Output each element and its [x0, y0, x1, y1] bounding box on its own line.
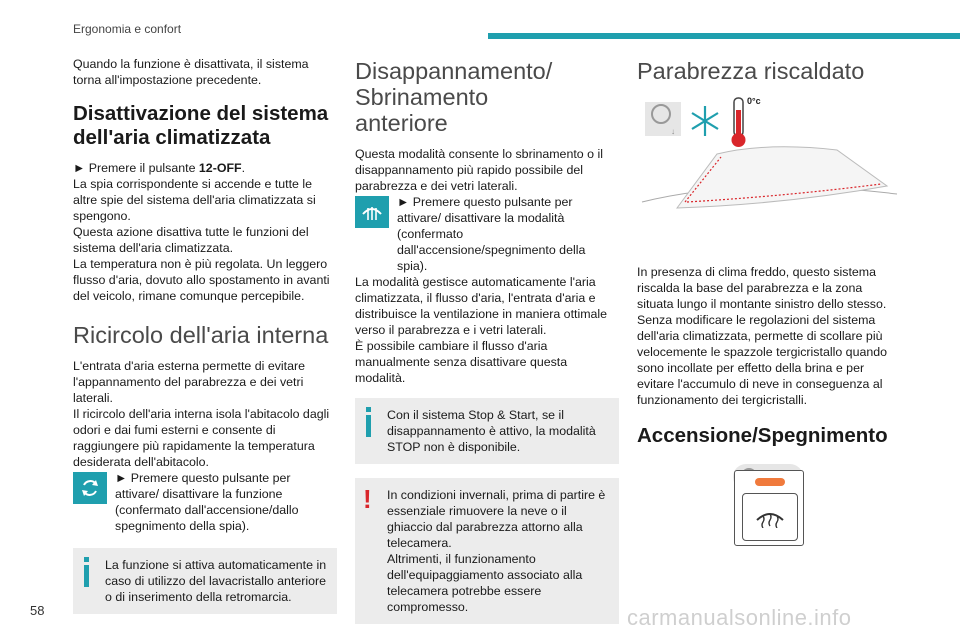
step-suffix: .	[241, 161, 246, 175]
step-prefix: ► Premere il pulsante	[73, 161, 199, 175]
stop-start-info-note	[355, 398, 619, 464]
info-icon	[365, 407, 373, 437]
button-face	[742, 493, 798, 541]
recirculation-step	[73, 470, 337, 534]
deactivation-heading: Disattivazione del sistema dell'aria climatizzata	[73, 102, 329, 149]
windscreen-illustration	[637, 94, 901, 214]
heated-windscreen-button	[734, 470, 804, 546]
header-accent-bar	[488, 33, 960, 39]
recirculation-note-text: La funzione si attiva automaticamente in caso di utilizzo del lavacristallo anteriore o di inserimento della retromarcia.	[105, 558, 327, 604]
button-name: 12-OFF	[198, 161, 242, 175]
defrost-step	[355, 194, 619, 274]
header-section-title: Ergonomia e confort	[73, 22, 182, 36]
indicator-led	[755, 478, 785, 486]
stop-start-note-text: Con il sistema Stop & Start, se il disappannamento è attivo, la modalità STOP non è disponibile.	[387, 408, 596, 454]
recirculation-step-text: ► Premere questo pulsante per attivare/ disattivare la funzione (confermato dall'accensione/dallo spegnimento della spia).	[115, 471, 299, 533]
info-icon	[83, 557, 91, 587]
column-1	[73, 56, 337, 614]
defrost-step-text: ► Premere questo pulsante per attivare/ disattivare la modalità (confermato dall'accensione/spegnimento della spia).	[397, 195, 586, 273]
intro-text: Quando la funzione è disattivata, il sistema torna all'impostazione precedente.	[73, 57, 309, 87]
warning-exclamation-icon: !	[363, 484, 372, 514]
svg-text:↓: ↓	[671, 127, 675, 136]
temperature-label: 0°c	[747, 96, 761, 106]
heated-windscreen-heading: Parabrezza riscaldato	[637, 58, 865, 84]
defrost-text-2: La modalità gestisce automaticamente l'aria climatizzata, il flusso d'aria, l'entrata d'aria e distribuisce la ventilazione in maniera ottimale verso il parabrezza e i vetri laterali. È possibile cambiare il flusso d'aria manualmente senza disattivare questa modalità.	[355, 275, 608, 385]
front-defrost-button-icon	[355, 196, 389, 228]
winter-warning-text: In condizioni invernali, prima di partire è essenziale rimuovere la neve o il ghiaccio dal parabrezza attorno alla telecamera. Altrimenti, il funzionamento dell'equipaggiamento associato alla telecamera potrebbe essere compromesso.	[387, 488, 606, 614]
defrost-heading: Disappannamento/ Sbrinamento anteriore	[355, 58, 553, 136]
heated-windscreen-figure	[637, 94, 901, 214]
windscreen-heating-icon	[754, 506, 786, 528]
column-2	[355, 56, 619, 624]
recirculation-info-note	[73, 548, 337, 614]
recirculation-button-icon	[73, 472, 107, 504]
watermark: carmanualsonline.info	[627, 605, 852, 630]
recirculation-text: L'entrata d'aria esterna permette di evitare l'appannamento del parabrezza e dei vetri laterali. Il ricircolo dell'aria interna isola l'abitacolo dagli odori e dai fumi esterni e consente di raggiungere più rapidamente la temperatura desiderata dell'abitacolo.	[73, 359, 330, 469]
on-off-heading: Accensione/Spegnimento	[637, 424, 888, 447]
heated-windscreen-text: In presenza di clima freddo, questo sistema riscalda la base del parabrezza e la zona situata lungo il montante sinistro dello stesso. Senza modificare le regolazioni del sistema dell'aria climatizzata, permette di scollare più velocemente le spazzole tergicristallo quando sono incollate per effetto della brina e per evitare l'accumulo di neve in conseguenza al funzionamento dei tergicristalli.	[637, 265, 888, 407]
defrost-text-1: Questa modalità consente lo sbrinamento o il disappannamento più rapido possibile del parabrezza e dei vetri laterali.	[355, 147, 603, 193]
recirculation-heading: Ricircolo dell'aria interna	[73, 322, 329, 348]
page-number: 58	[30, 603, 45, 618]
deactivation-text: La spia corrispondente si accende e tutte le altre spie del sistema dell'aria climatizzata si spengono. Questa azione disattiva tutte le funzioni del sistema dell'aria climatizzata. La temperatura non è più regolata. Un leggero flusso d'aria, dovuto allo spostamento in avanti del veicolo, rimane comunque percepibile.	[73, 177, 330, 303]
deactivation-step	[73, 160, 337, 176]
winter-warning-note	[355, 478, 619, 624]
